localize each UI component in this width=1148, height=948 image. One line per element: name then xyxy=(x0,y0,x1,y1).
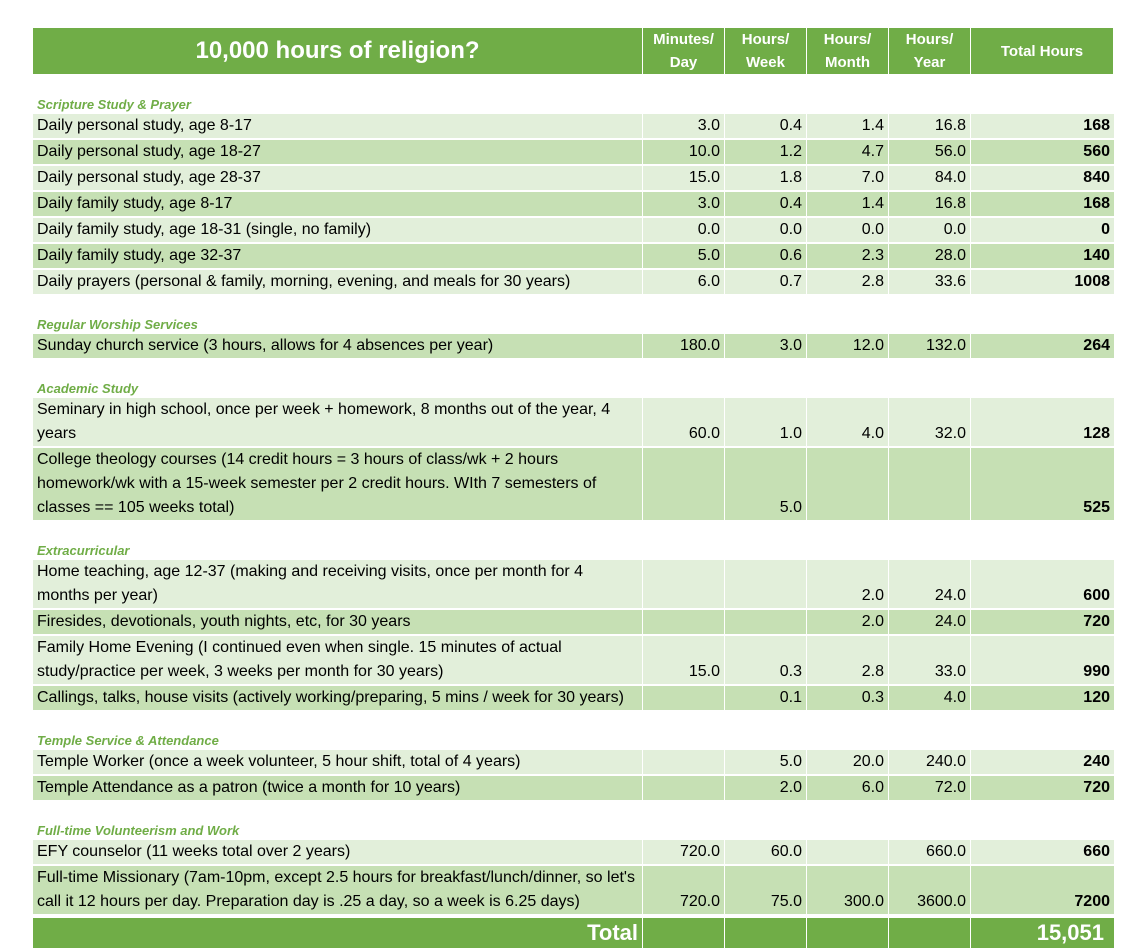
cell-total: 128 xyxy=(1083,425,1110,442)
table-row xyxy=(33,864,1114,914)
cell-year: 33.6 xyxy=(889,270,971,294)
row-description: College theology courses (14 credit hours = 3 hours of class/wk + 2 hours homework/wk with a 15-week semester per 2 credit hours. WIth 7 semesters of classes == 105 weeks total) xyxy=(33,448,643,520)
row-description: Callings, talks, house visits (actively working/preparing, 5 mins / week for 30 years) xyxy=(33,686,643,710)
cell-week: 0.1 xyxy=(725,686,807,710)
table-body xyxy=(33,74,1114,914)
cell-week: 5.0 xyxy=(725,448,807,520)
table-row xyxy=(33,558,1114,608)
cell-year: 84.0 xyxy=(889,166,971,190)
cell-year: 0.0 xyxy=(889,218,971,242)
cell-year: 33.0 xyxy=(889,636,971,684)
total-cell-week xyxy=(725,918,807,948)
cell-minutes: 15.0 xyxy=(643,166,725,190)
row-description: Temple Worker (once a week volunteer, 5 hour shift, total of 4 years) xyxy=(33,750,643,774)
col-header-hours-month: Hours/ Month xyxy=(807,28,889,74)
cell-total: 0 xyxy=(1101,221,1110,238)
cell-total: 7200 xyxy=(1074,893,1110,910)
cell-month: 1.4 xyxy=(807,114,889,138)
section-spacer xyxy=(33,520,1114,544)
cell-total: 168 xyxy=(1083,195,1110,212)
cell-year: 28.0 xyxy=(889,244,971,268)
sheet-title: 10,000 hours of religion? xyxy=(33,28,643,74)
table-row xyxy=(33,138,1114,164)
table-row xyxy=(33,684,1114,710)
table-row xyxy=(33,608,1114,634)
cell-total: 525 xyxy=(1083,499,1110,516)
cell-year: 3600.0 xyxy=(889,866,971,914)
table-row xyxy=(33,748,1114,774)
section-spacer xyxy=(33,358,1114,382)
row-description: Daily family study, age 18-31 (single, no family) xyxy=(33,218,643,242)
cell-month: 2.3 xyxy=(807,244,889,268)
cell-minutes xyxy=(643,776,725,800)
row-description: Firesides, devotionals, youth nights, etc, for 30 years xyxy=(33,610,643,634)
cell-week: 2.0 xyxy=(725,776,807,800)
cell-month xyxy=(807,840,889,864)
total-cell-minutes xyxy=(643,918,725,948)
row-description: Daily family study, age 32-37 xyxy=(33,244,643,268)
table-row xyxy=(33,112,1114,138)
cell-week: 5.0 xyxy=(725,750,807,774)
row-description: EFY counselor (11 weeks total over 2 years) xyxy=(33,840,643,864)
cell-minutes xyxy=(643,686,725,710)
section-title: Extracurricular xyxy=(37,543,130,558)
section-title: Regular Worship Services xyxy=(37,317,198,332)
cell-minutes: 720.0 xyxy=(643,840,725,864)
spreadsheet xyxy=(33,28,1114,948)
cell-year: 72.0 xyxy=(889,776,971,800)
row-description: Home teaching, age 12-37 (making and receiving visits, once per month for 4 months per year) xyxy=(33,560,643,608)
table-row xyxy=(33,838,1114,864)
table-row xyxy=(33,774,1114,800)
cell-total: 990 xyxy=(1083,663,1110,680)
cell-minutes: 60.0 xyxy=(643,398,725,446)
col-header-total-hours: Total Hours xyxy=(971,28,1114,74)
section-title: Scripture Study & Prayer xyxy=(37,97,191,112)
cell-total: 600 xyxy=(1083,587,1110,604)
cell-week: 0.0 xyxy=(725,218,807,242)
cell-total: 120 xyxy=(1083,689,1110,706)
cell-month: 300.0 xyxy=(807,866,889,914)
cell-week: 1.0 xyxy=(725,398,807,446)
cell-week: 3.0 xyxy=(725,334,807,358)
cell-total: 720 xyxy=(1083,613,1110,630)
cell-minutes: 3.0 xyxy=(643,114,725,138)
cell-minutes: 720.0 xyxy=(643,866,725,914)
cell-week: 75.0 xyxy=(725,866,807,914)
total-cell-month xyxy=(807,918,889,948)
row-description: Daily personal study, age 18-27 xyxy=(33,140,643,164)
header-row xyxy=(33,28,1114,74)
cell-total: 264 xyxy=(1083,337,1110,354)
cell-total: 660 xyxy=(1083,843,1110,860)
cell-minutes xyxy=(643,610,725,634)
table-row xyxy=(33,268,1114,294)
table-row xyxy=(33,332,1114,358)
cell-year: 240.0 xyxy=(889,750,971,774)
cell-year: 132.0 xyxy=(889,334,971,358)
row-description: Sunday church service (3 hours, allows for 4 absences per year) xyxy=(33,334,643,358)
cell-total: 168 xyxy=(1083,117,1110,134)
cell-week: 0.7 xyxy=(725,270,807,294)
cell-month: 2.8 xyxy=(807,636,889,684)
col-header-hours-week: Hours/ Week xyxy=(725,28,807,74)
cell-year: 24.0 xyxy=(889,610,971,634)
cell-month: 2.8 xyxy=(807,270,889,294)
cell-year: 32.0 xyxy=(889,398,971,446)
cell-month: 20.0 xyxy=(807,750,889,774)
cell-month: 2.0 xyxy=(807,560,889,608)
cell-total: 240 xyxy=(1083,753,1110,770)
cell-minutes: 5.0 xyxy=(643,244,725,268)
row-description: Family Home Evening (I continued even when single. 15 minutes of actual study/practice per week, 3 weeks per month for 30 years) xyxy=(33,636,643,684)
total-row xyxy=(33,918,1114,948)
col-header-hours-year: Hours/ Year xyxy=(889,28,971,74)
table-row xyxy=(33,396,1114,446)
cell-week: 0.6 xyxy=(725,244,807,268)
grand-total: 15,051 xyxy=(1036,920,1104,945)
table-row xyxy=(33,446,1114,520)
cell-total: 1008 xyxy=(1074,273,1110,290)
cell-year: 24.0 xyxy=(889,560,971,608)
cell-month: 1.4 xyxy=(807,192,889,216)
cell-week xyxy=(725,610,807,634)
cell-minutes: 180.0 xyxy=(643,334,725,358)
cell-week: 0.3 xyxy=(725,636,807,684)
cell-month: 12.0 xyxy=(807,334,889,358)
cell-year: 660.0 xyxy=(889,840,971,864)
table-row xyxy=(33,190,1114,216)
table-row xyxy=(33,164,1114,190)
cell-year: 56.0 xyxy=(889,140,971,164)
cell-month: 6.0 xyxy=(807,776,889,800)
table-row xyxy=(33,634,1114,684)
cell-week: 0.4 xyxy=(725,114,807,138)
cell-month: 0.3 xyxy=(807,686,889,710)
cell-year: 16.8 xyxy=(889,192,971,216)
table-row xyxy=(33,216,1114,242)
cell-year: 4.0 xyxy=(889,686,971,710)
table-row xyxy=(33,242,1114,268)
cell-week: 1.2 xyxy=(725,140,807,164)
total-label: Total xyxy=(33,918,643,948)
cell-minutes: 15.0 xyxy=(643,636,725,684)
cell-minutes: 6.0 xyxy=(643,270,725,294)
cell-minutes xyxy=(643,560,725,608)
cell-month: 2.0 xyxy=(807,610,889,634)
row-description: Daily personal study, age 28-37 xyxy=(33,166,643,190)
cell-minutes xyxy=(643,448,725,520)
cell-total: 840 xyxy=(1083,169,1110,186)
row-description: Temple Attendance as a patron (twice a month for 10 years) xyxy=(33,776,643,800)
cell-month: 0.0 xyxy=(807,218,889,242)
cell-month: 4.7 xyxy=(807,140,889,164)
row-description: Full-time Missionary (7am-10pm, except 2.5 hours for breakfast/lunch/dinner, so let's call it 12 hours per day. Preparation day is .25 a day, so a week is 6.25 days) xyxy=(33,866,643,914)
col-header-minutes-day: Minutes/ Day xyxy=(643,28,725,74)
cell-total: 140 xyxy=(1083,247,1110,264)
row-description: Daily family study, age 8-17 xyxy=(33,192,643,216)
cell-week: 60.0 xyxy=(725,840,807,864)
cell-year: 16.8 xyxy=(889,114,971,138)
cell-minutes: 10.0 xyxy=(643,140,725,164)
cell-year xyxy=(889,448,971,520)
row-description: Daily prayers (personal & family, morning, evening, and meals for 30 years) xyxy=(33,270,643,294)
section-spacer xyxy=(33,294,1114,318)
cell-total: 720 xyxy=(1083,779,1110,796)
section-spacer xyxy=(33,800,1114,824)
section-spacer xyxy=(33,710,1114,734)
cell-minutes: 0.0 xyxy=(643,218,725,242)
cell-total: 560 xyxy=(1083,143,1110,160)
cell-month: 7.0 xyxy=(807,166,889,190)
total-cell-year xyxy=(889,918,971,948)
cell-week xyxy=(725,560,807,608)
row-description: Seminary in high school, once per week + homework, 8 months out of the year, 4 years xyxy=(33,398,643,446)
row-description: Daily personal study, age 8-17 xyxy=(33,114,643,138)
section-title: Academic Study xyxy=(37,381,139,396)
cell-minutes xyxy=(643,750,725,774)
section-title: Full-time Volunteerism and Work xyxy=(37,823,240,838)
cell-week: 0.4 xyxy=(725,192,807,216)
cell-month: 4.0 xyxy=(807,398,889,446)
cell-minutes: 3.0 xyxy=(643,192,725,216)
cell-month xyxy=(807,448,889,520)
cell-week: 1.8 xyxy=(725,166,807,190)
section-title: Temple Service & Attendance xyxy=(37,733,219,748)
section-spacer xyxy=(33,74,1114,98)
